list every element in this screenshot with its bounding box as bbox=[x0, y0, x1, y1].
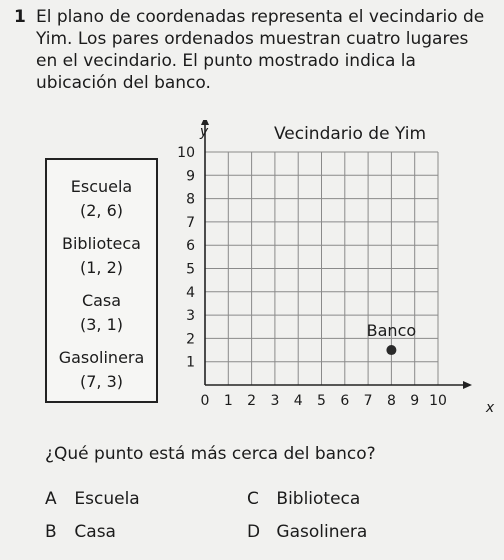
choice-b[interactable] bbox=[45, 522, 116, 542]
locations-legend bbox=[45, 158, 158, 403]
choice-b-letter: B bbox=[45, 522, 57, 542]
grid-lines bbox=[205, 152, 438, 385]
point-label: Banco bbox=[366, 321, 417, 341]
choice-a-text: Escuela bbox=[74, 489, 140, 509]
x-axis-arrow-icon bbox=[463, 381, 472, 389]
x-tick-label: 9 bbox=[410, 393, 420, 409]
y-tick-label: 6 bbox=[186, 238, 195, 255]
coordinate-plane bbox=[160, 120, 496, 438]
y-tick-label: 7 bbox=[186, 214, 195, 231]
y-tick-label: 4 bbox=[186, 284, 195, 301]
x-tick-label: 4 bbox=[293, 393, 303, 409]
prompt-text: ¿Qué punto está más cerca del banco? bbox=[45, 444, 376, 464]
legend-name-casa: Casa bbox=[81, 291, 122, 310]
x-tick-label: 10 bbox=[429, 393, 447, 409]
choice-d-letter: D bbox=[247, 522, 261, 542]
chart-title: Vecindario de Yim bbox=[273, 124, 427, 144]
legend-pair-casa: (3, 1) bbox=[79, 315, 123, 334]
y-tick-label: 1 bbox=[186, 354, 195, 371]
x-tick-label: 5 bbox=[317, 393, 326, 409]
choice-a-letter: A bbox=[45, 489, 57, 509]
legend-pair-escuela: (2, 6) bbox=[79, 201, 123, 220]
y-tick-label: 3 bbox=[186, 308, 195, 325]
x-tick-label: 8 bbox=[386, 393, 396, 409]
x-tick-label: 1 bbox=[223, 393, 233, 409]
y-tick-label: 9 bbox=[186, 168, 195, 185]
y-tick-label: 2 bbox=[186, 331, 195, 348]
choice-c-text: Biblioteca bbox=[276, 489, 361, 509]
choice-d-text: Gasolinera bbox=[276, 522, 368, 542]
legend-name-escuela: Escuela bbox=[70, 177, 133, 196]
choice-c-letter: C bbox=[247, 489, 259, 509]
question-number: 1 bbox=[14, 7, 26, 27]
x-tick-label: 7 bbox=[363, 393, 373, 409]
choice-d[interactable] bbox=[247, 522, 367, 542]
choice-c[interactable] bbox=[247, 489, 360, 509]
x-tick-label: 3 bbox=[270, 393, 280, 409]
legend-name-biblioteca: Biblioteca bbox=[62, 234, 141, 253]
choice-b-text: Casa bbox=[74, 522, 116, 542]
y-tick-label: 5 bbox=[186, 261, 195, 278]
legend-name-gasolinera: Gasolinera bbox=[58, 348, 145, 367]
axes bbox=[201, 120, 472, 389]
choice-a[interactable] bbox=[45, 489, 140, 509]
x-tick-label: 0 bbox=[200, 393, 210, 409]
legend-pair-biblioteca: (1, 2) bbox=[79, 258, 123, 277]
y-tick-label: 10 bbox=[177, 145, 195, 161]
plotted-points bbox=[367, 321, 417, 355]
point-marker bbox=[386, 345, 396, 355]
x-tick-label: 2 bbox=[247, 393, 257, 409]
tick-labels bbox=[177, 145, 447, 409]
question-text: El plano de coordenadas representa el vecindario de Yim. Los pares ordenados muestran cuatro lugares en el vecindario. El punto mostrado indica la ubicación del banco. bbox=[36, 7, 485, 93]
x-axis-label: x bbox=[485, 400, 495, 416]
y-tick-label: 8 bbox=[186, 191, 195, 208]
legend-pair-gasolinera: (7, 3) bbox=[79, 372, 123, 391]
y-axis-label: y bbox=[199, 124, 209, 140]
x-tick-label: 6 bbox=[340, 393, 350, 409]
